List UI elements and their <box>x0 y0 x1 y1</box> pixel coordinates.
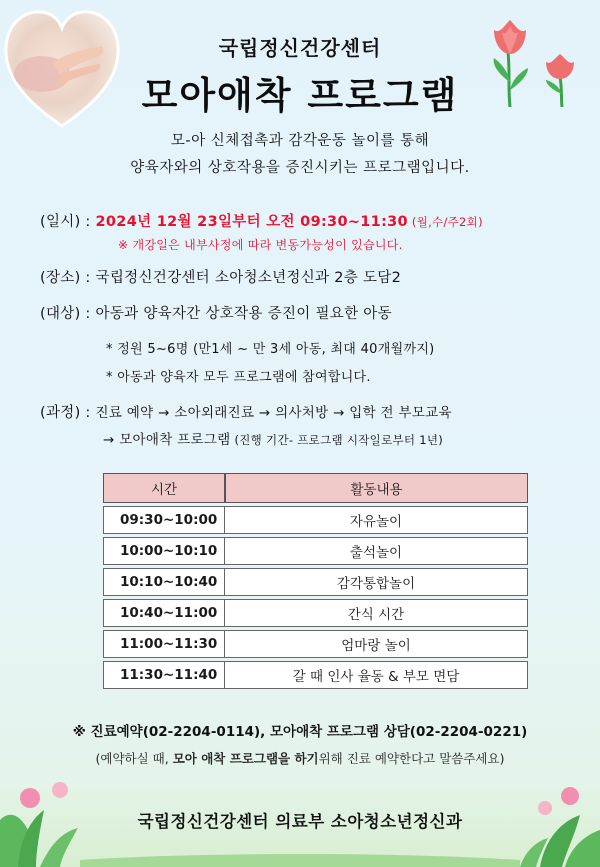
intro-text <box>0 128 600 182</box>
place-label: (장소) : <box>40 270 96 286</box>
table-row <box>103 630 528 658</box>
contact-note-bold: 모아 애착 프로그램을 하기 <box>172 751 319 766</box>
target-label: (대상) : <box>40 306 96 322</box>
contact-phone-line: ※ 진료예약(02-2204-0114), 모아애착 프로그램 상담(02-2204-0221) <box>72 724 528 740</box>
table-row <box>103 568 528 596</box>
center-name-subtitle: 국립정신건강센터 <box>218 36 382 60</box>
contact-note-post: 위해 진료 예약한다고 말씀주세요) <box>318 751 505 766</box>
schedule-days: (월,수/주2회) <box>407 215 483 229</box>
schedule-info <box>40 210 483 231</box>
target-info <box>40 302 392 323</box>
table-row <box>103 537 528 565</box>
row-activity: 자유놀이 <box>225 506 528 534</box>
row-time: 10:10~10:40 <box>103 568 225 596</box>
target-bullet-2: * 아동과 양육자 모두 프로그램에 참여합니다. <box>106 370 371 385</box>
program-title: 모아애착 프로그램 <box>141 74 459 117</box>
table-row <box>103 661 528 689</box>
intro-line-2: 양육자와의 상호작용을 증진시키는 프로그램입니다. <box>130 160 470 176</box>
table-header-activity: 활동내용 <box>225 473 528 503</box>
table-header-row <box>103 473 528 503</box>
row-time: 11:00~11:30 <box>103 630 225 658</box>
row-time: 11:30~11:40 <box>103 661 225 689</box>
activity-schedule-table <box>103 470 528 692</box>
schedule-value: 2024년 12월 23일부터 오전 09:30~11:30 <box>95 214 408 230</box>
process-label: (과정) : <box>40 405 96 421</box>
intro-line-1: 모-아 신체접촉과 감각운동 놀이를 통해 <box>170 133 430 149</box>
place-info <box>40 266 401 287</box>
footer-department: 국립정신건강센터 의료부 소아청소년정신과 <box>137 812 463 831</box>
row-activity: 출석놀이 <box>225 537 528 565</box>
schedule-note: ※ 개강일은 내부사정에 따라 변동가능성이 있습니다. <box>118 238 403 252</box>
process-info <box>40 401 452 422</box>
row-time: 10:00~10:10 <box>103 537 225 565</box>
row-time: 09:30~10:00 <box>103 506 225 534</box>
target-bullet-1: * 정원 5~6명 (만1세 ~ 만 3세 아동, 최대 40개월까지) <box>106 342 435 357</box>
target-value: 아동과 양육자간 상호작용 증진이 필요한 아동 <box>95 306 392 322</box>
table-header-time: 시간 <box>103 473 225 503</box>
row-activity: 간식 시간 <box>225 599 528 627</box>
table-row <box>103 599 528 627</box>
schedule-label: (일시) : <box>40 214 96 230</box>
contact-note-pre: (예약하실 때, <box>95 751 173 766</box>
process-steps-line-2-wrap <box>103 428 443 448</box>
place-value: 국립정신건강센터 소아청소년정신과 2층 도담2 <box>95 270 402 286</box>
row-activity: 갈 때 인사 율동 & 부모 면담 <box>225 661 528 689</box>
title-block <box>0 32 600 119</box>
row-activity: 감각통합놀이 <box>225 568 528 596</box>
row-activity: 엄마랑 놀이 <box>225 630 528 658</box>
process-duration-note: (진행 기간- 프로그램 시작일로부터 1년) <box>230 433 444 447</box>
row-time: 10:40~11:00 <box>103 599 225 627</box>
table-row <box>103 506 528 534</box>
contact-reservation-note <box>0 749 600 767</box>
process-steps-line-2: → 모아애착 프로그램 <box>103 432 231 448</box>
process-steps-line-1: 진료 예약 → 소아외래진료 → 의사처방 → 입학 전 부모교육 <box>95 405 452 421</box>
